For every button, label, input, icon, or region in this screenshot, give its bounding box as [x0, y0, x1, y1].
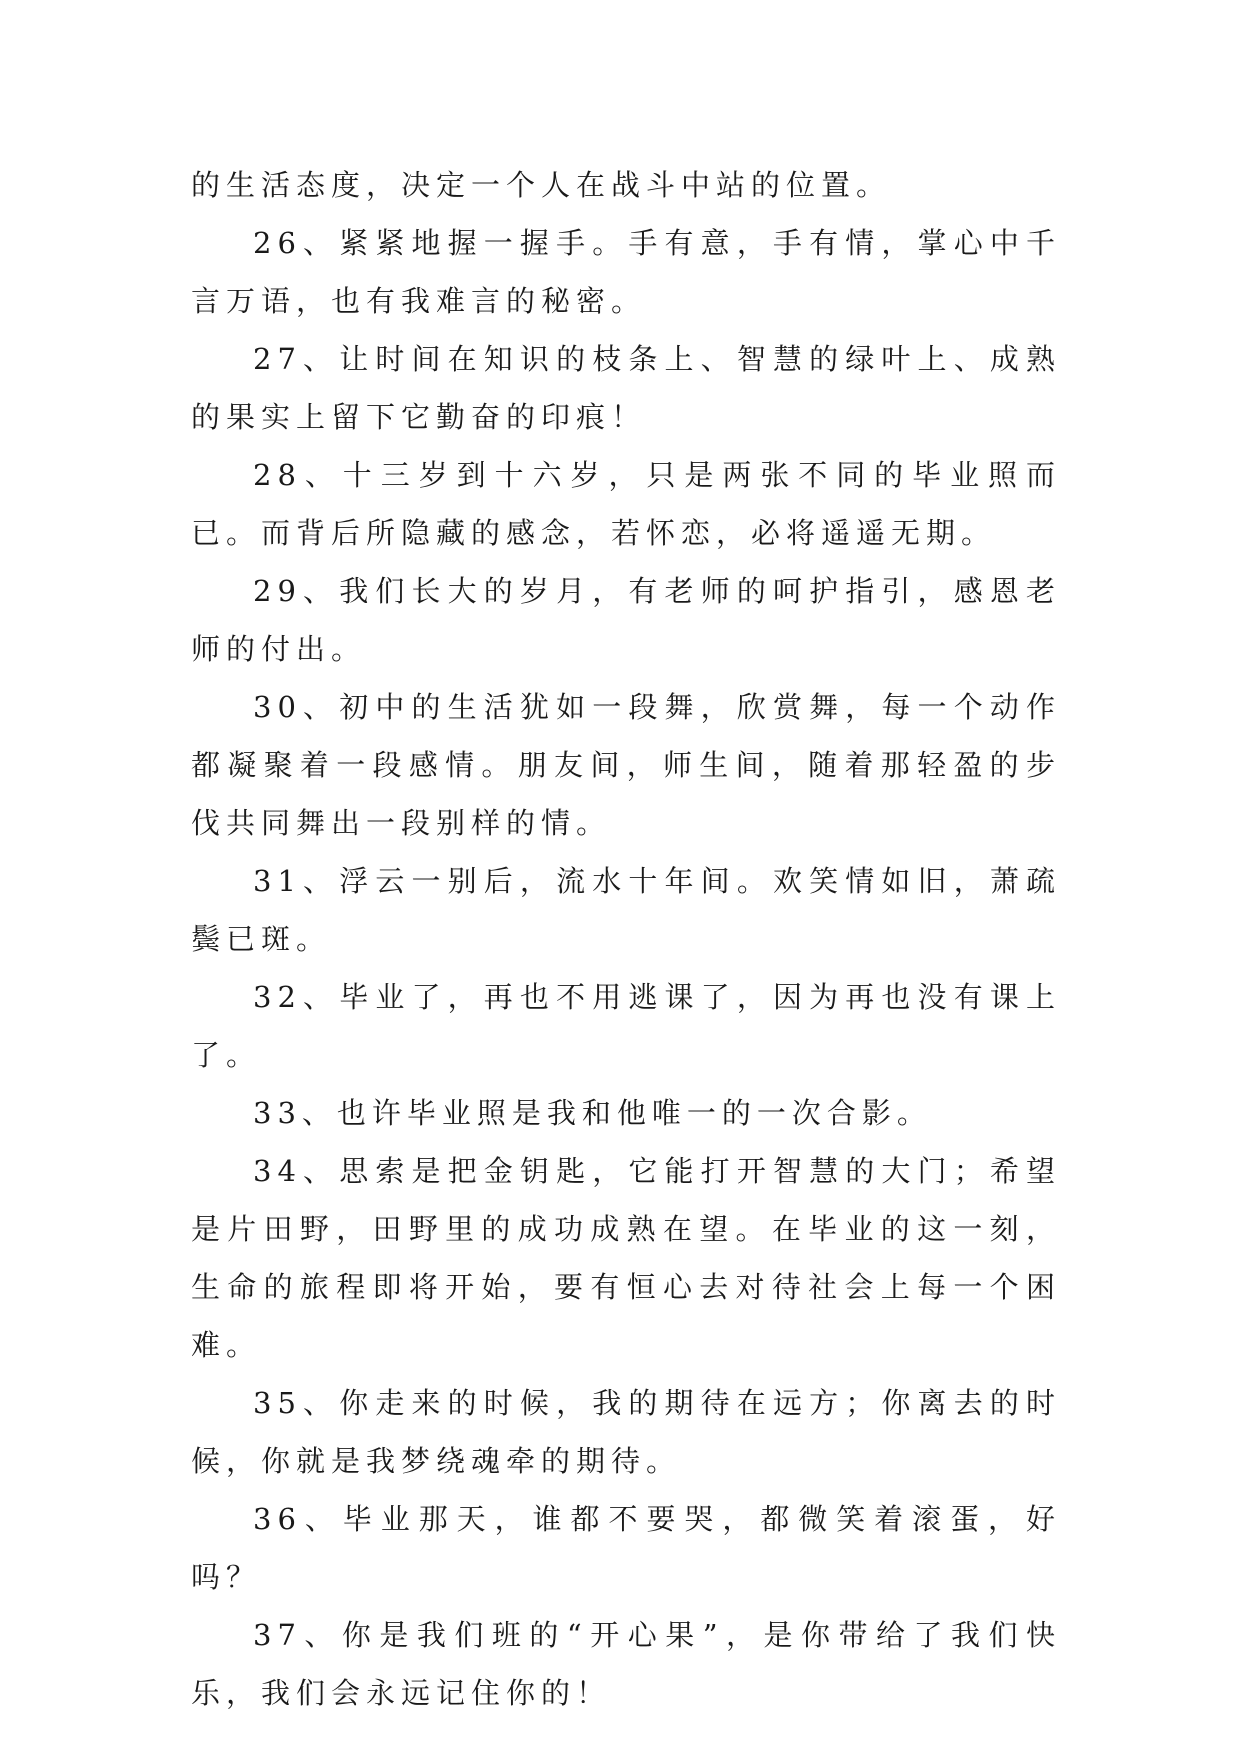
paragraph: 32、毕业了，再也不用逃课了，因为再也没有课上了。 [191, 980, 1061, 1072]
paragraph: 34、思索是把金钥匙，它能打开智慧的大门；希望是片田野，田野里的成功成熟在望。在毕业的这一刻，生命的旅程即将开始，要有恒心去对待社会上每一个困难。 [191, 1154, 1061, 1362]
paragraph: 的生活态度，决定一个人在战斗中站的位置。 [191, 168, 892, 202]
paragraph: 33、也许毕业照是我和他唯一的一次合影。 [253, 1096, 932, 1130]
paragraph: 35、你走来的时候，我的期待在远方；你离去的时候，你就是我梦绕魂牵的期待。 [191, 1386, 1061, 1478]
paragraph: 31、浮云一别后，流水十年间。欢笑情如旧，萧疏鬓已斑。 [191, 864, 1061, 956]
paragraph: 29、我们长大的岁月，有老师的呵护指引，感恩老师的付出。 [191, 574, 1061, 666]
document-page [191, 156, 1061, 1722]
paragraph: 37、你是我们班的“开心果”，是你带给了我们快乐，我们会永远记住你的！ [191, 1618, 1061, 1710]
paragraph: 26、紧紧地握一握手。手有意，手有情，掌心中千言万语，也有我难言的秘密。 [191, 226, 1061, 318]
paragraph: 36、毕业那天，谁都不要哭，都微笑着滚蛋，好吗？ [191, 1502, 1061, 1594]
paragraph: 27、让时间在知识的枝条上、智慧的绿叶上、成熟的果实上留下它勤奋的印痕！ [191, 342, 1061, 434]
paragraph: 30、初中的生活犹如一段舞，欣赏舞，每一个动作都凝聚着一段感情。朋友间，师生间，随着那轻盈的步伐共同舞出一段别样的情。 [191, 690, 1061, 840]
paragraph: 28、十三岁到十六岁，只是两张不同的毕业照而已。而背后所隐藏的感念，若怀恋，必将遥遥无期。 [191, 458, 1061, 550]
